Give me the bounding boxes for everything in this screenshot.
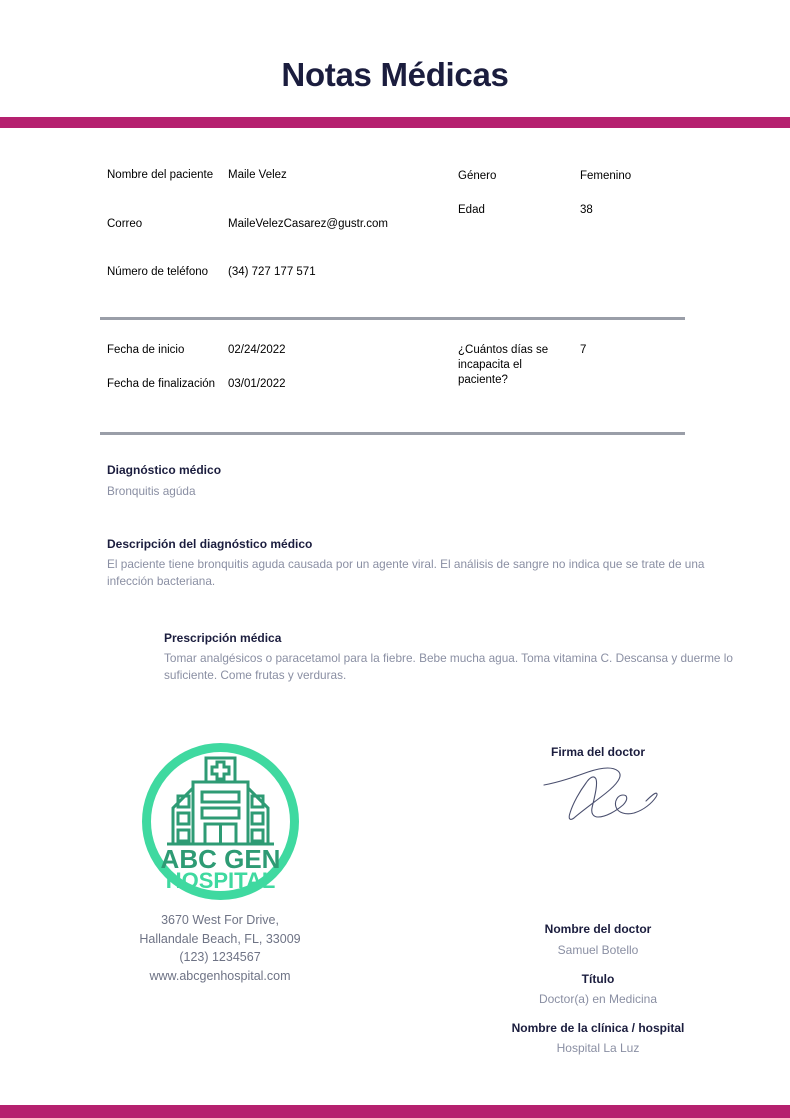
patient-phone-value: (34) 727 177 571 bbox=[228, 266, 316, 278]
incapacity-days-value: 7 bbox=[580, 344, 587, 356]
doctor-title-label: Título bbox=[581, 972, 615, 986]
hospital-logo-icon bbox=[139, 740, 302, 903]
clinic-website[interactable]: www.abcgenhospital.com bbox=[149, 968, 291, 983]
diagnosis-value: Bronquitis agúda bbox=[107, 484, 196, 498]
section-divider-2 bbox=[100, 432, 685, 435]
patient-gender-label: Género bbox=[458, 170, 497, 182]
bottom-accent-bar bbox=[0, 1105, 790, 1118]
signature-label: Firma del doctor bbox=[550, 745, 645, 759]
patient-gender-value: Femenino bbox=[580, 170, 632, 182]
doctor-name-label: Nombre del doctor bbox=[544, 922, 652, 936]
patient-phone-label: Número de teléfono bbox=[107, 266, 209, 278]
doctor-clinic-label: Nombre de la clínica / hospital bbox=[511, 1021, 685, 1035]
end-date-value: 03/01/2022 bbox=[228, 378, 286, 390]
start-date-value: 02/24/2022 bbox=[228, 344, 286, 356]
patient-email-value: MaileVelezCasarez@gustr.com bbox=[228, 218, 388, 230]
page-title: Notas Médicas bbox=[281, 56, 509, 93]
patient-email-label: Correo bbox=[107, 218, 143, 230]
patient-age-label: Edad bbox=[458, 204, 485, 216]
start-date-label: Fecha de inicio bbox=[107, 344, 185, 356]
clinic-address-line-2: Hallandale Beach, FL, 33009 bbox=[139, 931, 301, 946]
logo-name-line1: ABC GEN bbox=[160, 844, 281, 874]
incapacity-days-label: ¿Cuántos días se incapacita el paciente? bbox=[458, 344, 549, 386]
prescription-value: Tomar analgésicos o paracetamol para la fiebre. Bebe mucha agua. Toma vitamina C. Descansa y duerme lo suficiente. Come frutas y verduras. bbox=[164, 651, 733, 682]
top-accent-bar bbox=[0, 117, 790, 128]
doctor-clinic-value: Hospital La Luz bbox=[556, 1041, 640, 1055]
logo-name-line2: HOSPITAL bbox=[165, 868, 276, 893]
end-date-label: Fecha de finalización bbox=[107, 378, 216, 390]
patient-name-value: Maile Velez bbox=[228, 169, 287, 181]
clinic-logo bbox=[139, 740, 302, 903]
diagnosis-description-value: El paciente tiene bronquitis aguda causada por un agente viral. El análisis de sangre no indica que se trate de una infección bacteriana. bbox=[107, 557, 705, 588]
doctor-signature-icon bbox=[540, 763, 670, 825]
patient-age-value: 38 bbox=[580, 204, 593, 216]
clinic-address bbox=[70, 911, 370, 985]
clinic-phone: (123) 1234567 bbox=[179, 950, 261, 964]
clinic-address-line-1: 3670 West For Drive, bbox=[161, 913, 279, 927]
doctor-name-value: Samuel Botello bbox=[557, 943, 639, 957]
section-divider-1 bbox=[100, 317, 685, 320]
diagnosis-heading: Diagnóstico médico bbox=[107, 463, 222, 477]
patient-name-label: Nombre del paciente bbox=[107, 169, 214, 181]
prescription-heading: Prescripción médica bbox=[164, 631, 282, 645]
doctor-title-value: Doctor(a) en Medicina bbox=[538, 992, 658, 1006]
diagnosis-description-heading: Descripción del diagnóstico médico bbox=[107, 537, 313, 551]
